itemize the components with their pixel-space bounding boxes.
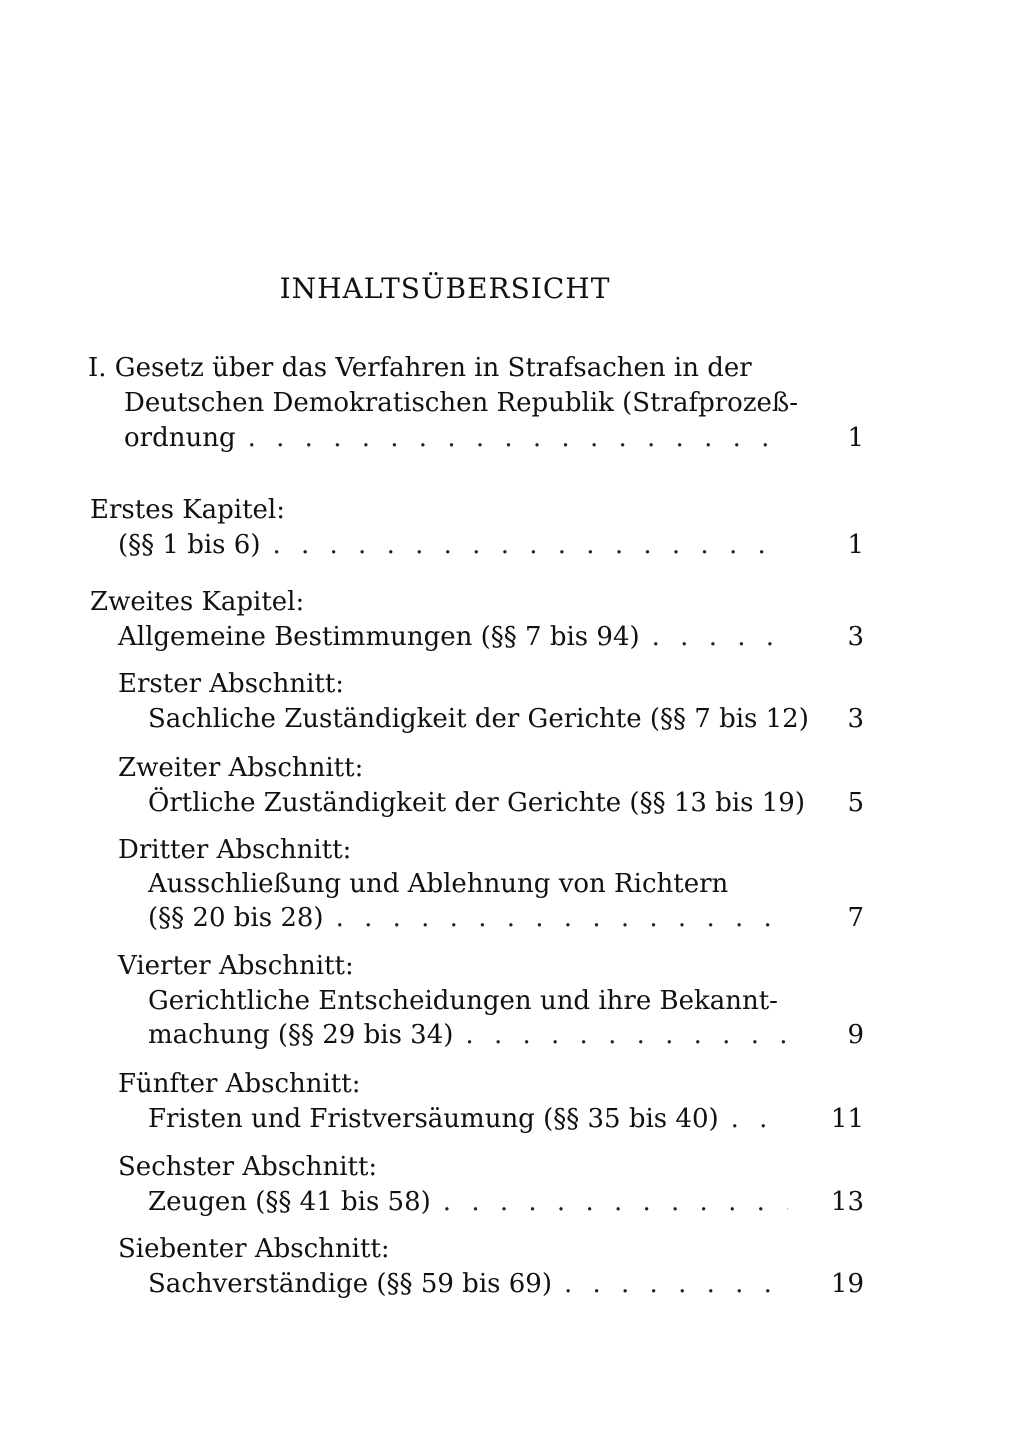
toc-entry-text: Fristen und Fristversäumung (§§ 35 bis 40) <box>148 1104 719 1134</box>
page-number: 11 <box>830 1104 864 1134</box>
part-title-line-1: I. Gesetz über das Verfahren in Strafsachen in der <box>88 353 752 383</box>
leader-dots <box>652 619 788 655</box>
toc-entry-text: Zeugen (§§ 41 bis 58) <box>148 1187 431 1217</box>
page-title: INHALTSÜBERSICHT <box>279 272 611 305</box>
section-heading: Dritter Abschnitt: <box>118 835 352 865</box>
page-number: 9 <box>847 1020 864 1050</box>
toc-entry-section-1[interactable] <box>148 701 808 737</box>
page-number: 1 <box>847 423 864 453</box>
toc-entry-section-5[interactable] <box>148 1101 800 1137</box>
toc-entry-text: Örtliche Zuständigkeit der Gerichte (§§ 13 bis 19) <box>148 788 805 818</box>
leader-dots <box>272 527 788 563</box>
page-number: 3 <box>847 704 864 734</box>
section-heading: Vierter Abschnitt: <box>118 951 354 981</box>
toc-entry-text-line-1: Gerichtliche Entscheidungen und ihre Bekannt- <box>148 986 778 1016</box>
section-heading: Sechster Abschnitt: <box>118 1152 378 1182</box>
toc-entry-text: (§§ 1 bis 6) <box>118 530 261 560</box>
toc-entry-text: Allgemeine Bestimmungen (§§ 7 bis 94) <box>118 622 640 652</box>
toc-entry-text: ordnung <box>124 423 236 453</box>
toc-entry-section-2[interactable] <box>148 785 808 821</box>
leader-dots <box>731 1101 788 1137</box>
part-title-line-2: Deutschen Demokratischen Republik (Strafprozeß- <box>124 388 799 418</box>
section-heading: Erster Abschnitt: <box>118 669 345 699</box>
toc-entry-chapter-1[interactable] <box>118 527 800 563</box>
toc-entry-text-line-1: Ausschließung und Ablehnung von Richtern <box>148 869 729 899</box>
leader-dots <box>336 900 788 936</box>
page-number: 3 <box>847 622 864 652</box>
toc-entry-chapter-2[interactable] <box>118 619 800 655</box>
section-heading: Zweiter Abschnitt: <box>118 753 364 783</box>
toc-entry-section-3[interactable] <box>148 900 800 936</box>
section-heading: Fünfter Abschnitt: <box>118 1069 361 1099</box>
leader-dots <box>443 1184 788 1220</box>
chapter-heading: Erstes Kapitel: <box>90 495 285 525</box>
toc-entry-text: Sachverständige (§§ 59 bis 69) <box>148 1269 552 1299</box>
leader-dots <box>248 420 788 456</box>
toc-entry-section-6[interactable] <box>148 1184 800 1220</box>
toc-entry-part-1[interactable] <box>124 420 800 456</box>
toc-entry-text: Sachliche Zuständigkeit der Gerichte (§§ 7 bis 12) <box>148 704 809 734</box>
page-number: 5 <box>847 788 864 818</box>
page-number: 7 <box>847 903 864 933</box>
toc-entry-text: machung (§§ 29 bis 34) <box>148 1020 454 1050</box>
page-number: 19 <box>830 1269 864 1299</box>
toc-entry-text: (§§ 20 bis 28) <box>148 903 324 933</box>
page-number: 1 <box>847 530 864 560</box>
leader-dots <box>564 1266 788 1302</box>
leader-dots <box>465 1017 788 1053</box>
toc-entry-section-7[interactable] <box>148 1266 800 1302</box>
page-number: 13 <box>830 1187 864 1217</box>
toc-entry-section-4[interactable] <box>148 1017 800 1053</box>
chapter-heading: Zweites Kapitel: <box>90 587 305 617</box>
section-heading: Siebenter Abschnitt: <box>118 1234 390 1264</box>
